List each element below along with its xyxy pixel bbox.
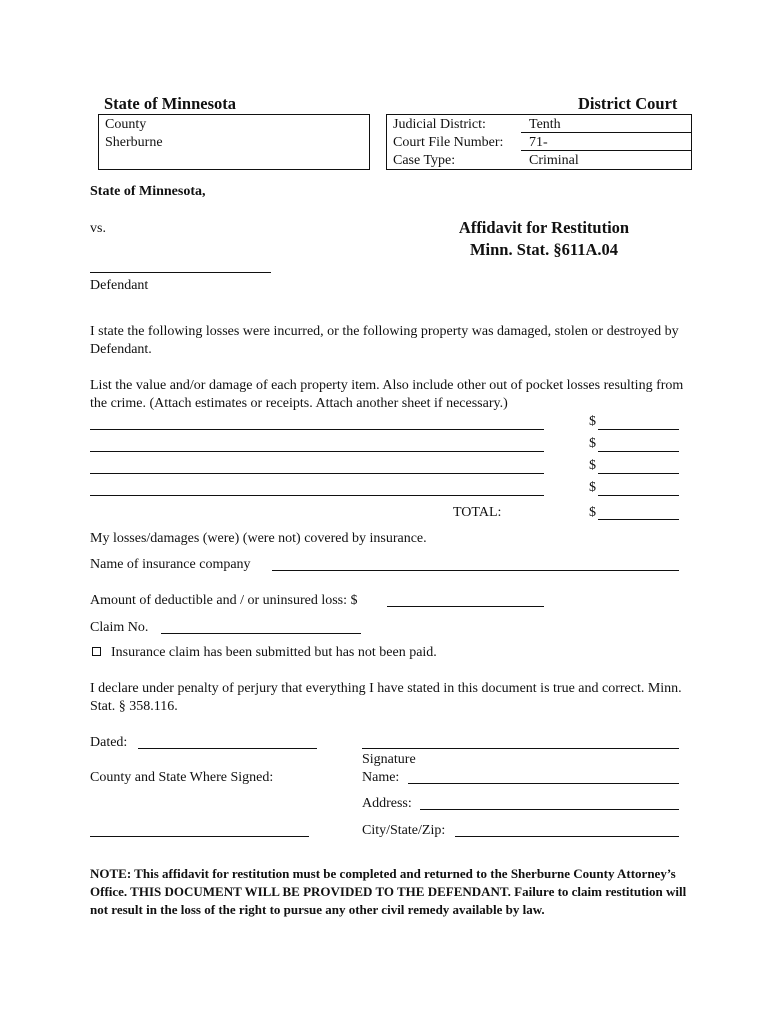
loss-amount-line-1[interactable] (598, 429, 679, 430)
statute-reference: Minn. Stat. §611A.04 (469, 240, 619, 259)
dollar-sign: $ (589, 414, 596, 429)
losses-statement: I state the following losses were incurred, or the following property was damaged, stolen or destroyed by Defendant. (90, 324, 679, 357)
county-state-signed-label: County and State Where Signed: (90, 770, 274, 785)
insurance-company-label: Name of insurance company (90, 557, 251, 572)
total-label: TOTAL: (453, 505, 502, 520)
plaintiff-name: State of Minnesota, (90, 184, 206, 199)
case-info-box (386, 114, 692, 170)
defendant-label: Defendant (90, 278, 149, 293)
court-heading: District Court (578, 94, 678, 113)
county-label: County (105, 117, 147, 132)
claim-number-label: Claim No. (90, 620, 149, 635)
judicial-district-value[interactable]: Tenth (529, 117, 561, 132)
city-state-zip-label: City/State/Zip: (362, 823, 446, 838)
dollar-sign: $ (589, 436, 596, 451)
city-state-zip-field[interactable] (455, 836, 679, 837)
loss-item-line-1[interactable] (90, 429, 544, 430)
versus-label: vs. (90, 221, 106, 236)
claim-number-field[interactable] (161, 633, 361, 634)
dated-field[interactable] (138, 748, 317, 749)
loss-item-line-4[interactable] (90, 495, 544, 496)
claim-submitted-checkbox[interactable] (92, 647, 101, 656)
dollar-sign: $ (589, 505, 596, 520)
signature-label: Signature (362, 752, 416, 767)
loss-amount-line-4[interactable] (598, 495, 679, 496)
dollar-sign: $ (589, 458, 596, 473)
loss-amount-line-3[interactable] (598, 473, 679, 474)
name-field[interactable] (408, 783, 679, 784)
state-heading: State of Minnesota (104, 94, 236, 113)
signature-field[interactable] (362, 748, 679, 749)
loss-item-line-3[interactable] (90, 473, 544, 474)
county-state-signed-field[interactable] (90, 836, 309, 837)
restitution-note: NOTE: This affidavit for restitution must be completed and returned to the Sherburne County Attorney’s Office. THIS DOCUMENT WILL BE PROVIDED TO THE DEFENDANT. Failure to claim restitution will not result in the loss of the right to pursue any other civil remedy available by law. (90, 866, 687, 917)
defendant-name-line[interactable] (90, 272, 271, 273)
name-label: Name: (362, 770, 400, 785)
county-value: Sherburne (105, 135, 163, 150)
total-amount-line[interactable] (598, 519, 679, 520)
deductible-field[interactable] (387, 606, 544, 607)
list-instructions: List the value and/or damage of each property item. Also include other out of pocket losses resulting from the crime. (Attach estimates or receipts. Attach another sheet if necessary.) (90, 378, 684, 411)
perjury-declaration: I declare under penalty of perjury that everything I have stated in this document is true and correct. Minn. Stat. § 358.116. (90, 681, 682, 714)
judicial-district-label: Judicial District: (393, 117, 486, 132)
court-file-number-label: Court File Number: (393, 135, 504, 150)
county-box (98, 114, 370, 170)
document-title: Affidavit for Restitution (458, 218, 630, 237)
insurance-statement: My losses/damages (were) (were not) covered by insurance. (90, 531, 427, 546)
court-file-number-underline (521, 150, 691, 151)
judicial-district-underline (521, 132, 691, 133)
claim-submitted-label: Insurance claim has been submitted but has not been paid. (111, 645, 437, 660)
loss-item-line-2[interactable] (90, 451, 544, 452)
case-type-label: Case Type: (393, 153, 456, 168)
insurance-company-field[interactable] (272, 570, 679, 571)
deductible-label: Amount of deductible and / or uninsured loss: $ (90, 593, 358, 608)
case-type-value[interactable]: Criminal (529, 153, 579, 168)
loss-amount-line-2[interactable] (598, 451, 679, 452)
address-field[interactable] (420, 809, 679, 810)
dollar-sign: $ (589, 480, 596, 495)
court-file-number-value[interactable]: 71- (529, 135, 548, 150)
address-label: Address: (362, 796, 412, 811)
dated-label: Dated: (90, 735, 128, 750)
